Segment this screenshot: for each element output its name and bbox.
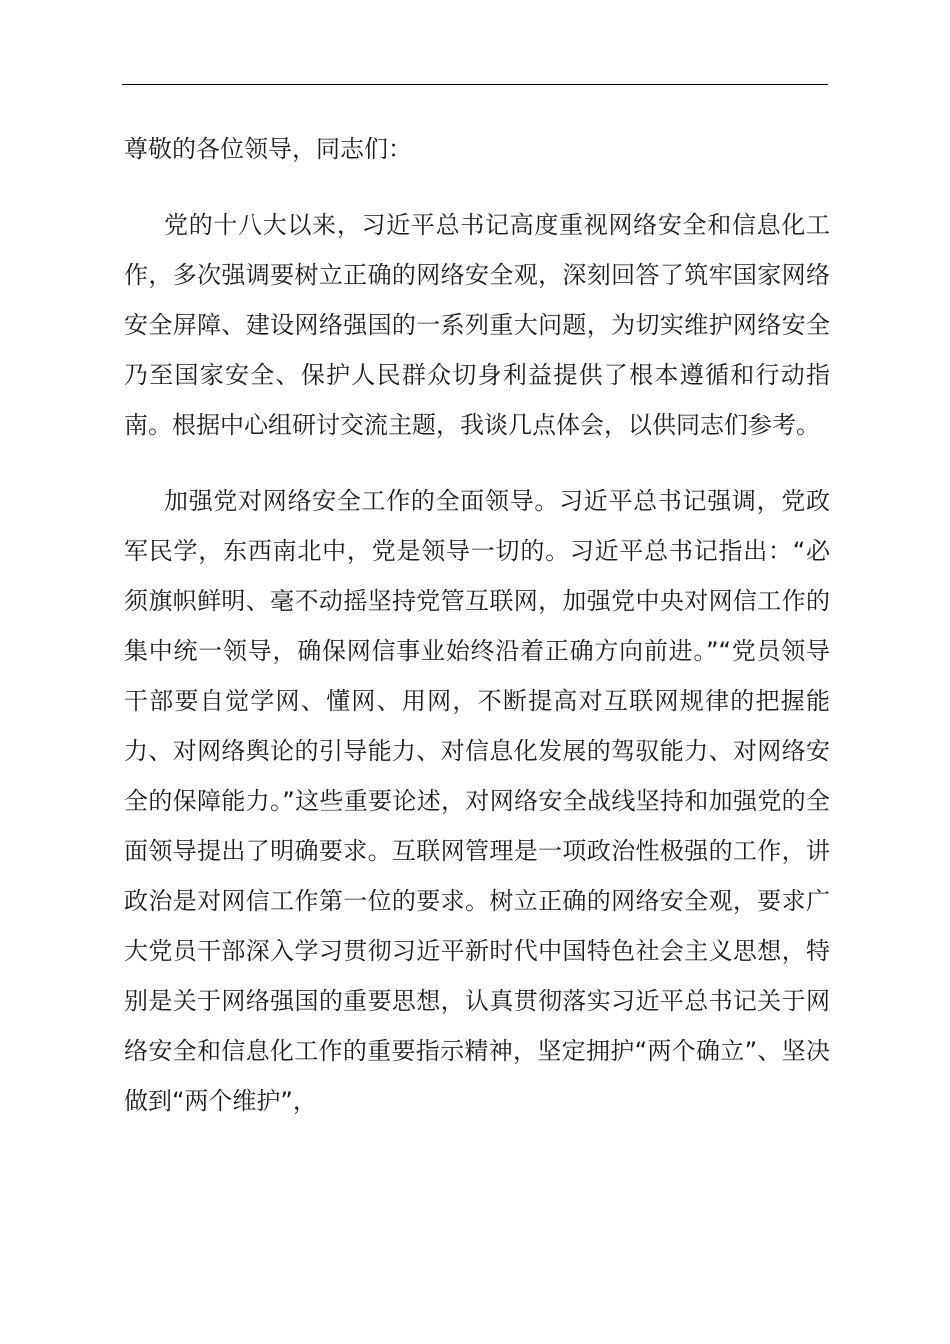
document-body (124, 124, 830, 1126)
header-rule (122, 84, 828, 85)
paragraph-party-leadership: 加强党对网络安全工作的全面领导。习近平总书记强调，党政军民学，东西南北中，党是领导一切的。习近平总书记指出：“必须旗帜鲜明、毫不动摇坚持党管互联网，加强党中央对网信工作的集中统一领导，确保网信事业始终沿着正确方向前进。”“党员领导干部要自觉学网、懂网、用网，不断提高对互联网规律的把握能力、对网络舆论的引导能力、对信息化发展的驾驭能力、对网络安全的保障能力。”这些重要论述，对网络安全战线坚持和加强党的全面领导提出了明确要求。互联网管理是一项政治性极强的工作，讲政治是对网信工作第一位的要求。树立正确的网络安全观，要求广大党员干部深入学习贯彻习近平新时代中国特色社会主义思想，特别是关于网络强国的重要思想，认真贯彻落实习近平总书记关于网络安全和信息化工作的重要指示精神，坚定拥护“两个确立”、坚决做到“两个维护”， (124, 487, 830, 1115)
salutation: 尊敬的各位领导，同志们： (124, 135, 412, 163)
paragraph-intro: 党的十八大以来，习近平总书记高度重视网络安全和信息化工作，多次强调要树立正确的网络安全观，深刻回答了筑牢国家网络安全屏障、建设网络强国的一系列重大问题，为切实维护网络安全乃至国家安全、保护人民群众切身利益提供了根本遵循和行动指南。根据中心组研讨交流主题，我谈几点体会，以供同志们参考。 (124, 211, 830, 439)
